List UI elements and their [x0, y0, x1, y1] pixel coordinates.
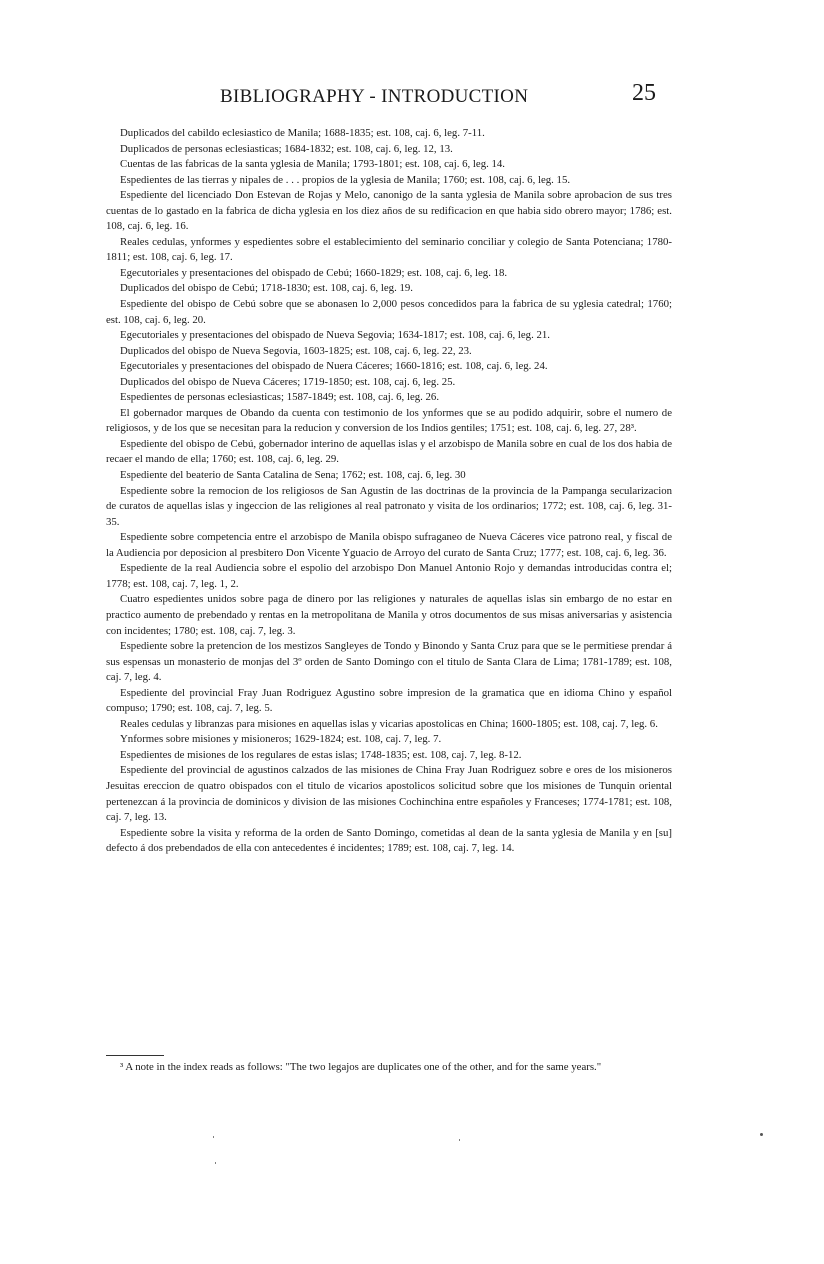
bibliography-entry: Espediente del provincial de agustinos calzados de las misiones de China Fray Juan Rodriguez sobre e ores de los misioneros Jesuitas ereccion de quatro obispados con el titulo de vicarios apostolicos solicitud sobre que los misiones de Tunquin oriental pertenezcan á la provincia de dominicos y division de las misiones Cochinchina entre españoles y Franceses; 1774-1781; est. 108, caj. 7, leg. 13.	[106, 764, 672, 824]
bibliography-entry: Duplicados del obispo de Nueva Cáceres; 1719-1850; est. 108, caj. 6, leg. 25.	[120, 375, 456, 388]
bibliography-entry: Duplicados del obispo de Nueva Segovia, 1603-1825; est. 108, caj. 6, leg. 22, 23.	[120, 344, 472, 357]
bibliography-entry: Duplicados del obispo de Cebú; 1718-1830; est. 108, caj. 6, leg. 19.	[120, 282, 413, 295]
running-head: BIBLIOGRAPHY - INTRODUCTION	[220, 86, 529, 107]
bibliography-entry: Egecutoriales y presentaciones del obispado de Nuera Cáceres; 1660-1816; est. 108, caj. 6, leg. 24.	[120, 360, 548, 373]
bibliography-entry: Reales cedulas, ynformes y espedientes sobre el establecimiento del seminario conciliar y colegio de Santa Potenciana; 1780-1811; est. 108, caj. 6, leg. 17.	[106, 235, 672, 264]
bibliography-entry: Espediente sobre la pretencion de los mestizos Sangleyes de Tondo y Binondo y Santa Cruz para que se le permitiese prendar á sus espensas un monasterio de monjas del 3º orden de Santo Domingo con el titulo de Santa Clara de Lima; 1781-1789; est. 108, caj. 7, leg. 4.	[106, 640, 672, 684]
bibliography-entry: Espediente sobre competencia entre el arzobispo de Manila obispo sufraganeo de Nueva Cáceres vice patrono real, y fiscal de la Audiencia por deposicion al presbitero Don Vicente Yguacio de Arroyo del curato de Santa Cruz; 1777; est. 108, caj. 6, leg. 36.	[106, 531, 672, 559]
bibliography-entry: Espediente del provincial Fray Juan Rodriguez Agustino sobre impresion de la gramatica que en idioma Chino y español compuso; 1790; est. 108, caj. 7, leg. 5.	[106, 686, 672, 715]
bibliography-entry: Espediente sobre la remocion de los religiosos de San Agustin de las doctrinas de la provincia de la Pampanga secularizacion de curatos de aquellas islas y ingeccion de las religiones al real patronato y visita de los ordinarios; 1772; est. 108, caj. 6, leg. 31-35.	[106, 484, 672, 528]
bibliography-entry: Espediente sobre la visita y reforma de la orden de Santo Domingo, cometidas al dean de la santa yglesia de Manila y en [su] defecto á dos prebendados de ella con antecedentes é incidentes; 1789; est. 108, caj. 7, leg. 14.	[106, 826, 672, 855]
scan-speck	[213, 1136, 214, 1138]
bibliography-entry: Ynformes sobre misiones y misioneros; 1629-1824; est. 108, caj. 7, leg. 7.	[120, 733, 442, 746]
bibliography-entry: Espediente de la real Audiencia sobre el espolio del arzobispo Don Manuel Antonio Rojo y demandas introducidas contra el; 1778; est. 108, caj. 7, leg. 1, 2.	[106, 562, 672, 590]
bibliography-entry: Espedientes de las tierras y nipales de . . . propios de la yglesia de Manila; 1760; est. 108, caj. 6, leg. 15.	[120, 173, 571, 186]
bibliography-entry: Duplicados del cabildo eclesiastico de Manila; 1688-1835; est. 108, caj. 6, leg. 7-11.	[120, 127, 485, 139]
bibliography-entry: Egecutoriales y presentaciones del obispado de Nueva Segovia; 1634-1817; est. 108, caj. 6, leg. 21.	[120, 329, 550, 342]
bibliography-entry: Espediente del beaterio de Santa Catalina de Sena; 1762; est. 108, caj. 6, leg. 30	[120, 469, 466, 482]
bibliography-entry: Espediente del obispo de Cebú, gobernador interino de aquellas islas y el arzobispo de Manila sobre en cual de los dos habia de recaer el mando de ella; 1760; est. 108, caj. 6, leg. 29.	[106, 437, 672, 466]
footnote: ³ A note in the index reads as follows: "The two legajos are duplicates one of the other, and for the same years."	[120, 1061, 602, 1073]
bibliography-entry: El gobernador marques de Obando da cuenta con testimonio de los ynformes que se au podido adquirir, sobre el numero de religiosos, y de los que se necesitan para la reducion y conversion de los Indios gentiles; 1751; est. 108, caj. 6, leg. 27, 28³.	[106, 406, 672, 435]
bibliography-entry: Cuentas de las fabricas de la santa yglesia de Manila; 1793-1801; est. 108, caj. 6, leg. 14.	[120, 158, 505, 171]
bibliography-entry: Espedientes de personas eclesiasticas; 1587-1849; est. 108, caj. 6, leg. 26.	[120, 391, 440, 404]
bibliography-entry: Espediente del obispo de Cebú sobre que se abonasen lo 2,000 pesos concedidos para la fabrica de su yglesia catedral; 1760; est. 108, caj. 6, leg. 20.	[106, 298, 672, 326]
page-number: 25	[632, 80, 656, 106]
footnote-divider	[106, 1055, 164, 1056]
bibliography-entry: Espediente del licenciado Don Estevan de Rojas y Melo, canonigo de la santa yglesia de Manila sobre aprobacion de sus tres cuentas de lo gastado en la fabrica de dicha yglesia en los diez años de su redificacion en que habia sido obrero mayor; 1786; est. 108, caj. 6, leg. 16.	[106, 189, 672, 233]
scan-speck	[760, 1133, 763, 1136]
bibliography-entry: Cuatro espedientes unidos sobre paga de dinero por las religiones y naturales de aquellas islas sin embargo de no estar en practico aumento de prebendado y rentas en la metropolitana de Manila y otros documentos de sus misas aniversarias y asistencia con incidentes; 1780; est. 108, caj. 7, leg. 3.	[106, 593, 672, 637]
bibliography-entry: Espedientes de misiones de los regulares de estas islas; 1748-1835; est. 108, caj. 7, leg. 8-12.	[120, 748, 522, 761]
scan-speck	[215, 1162, 216, 1164]
scan-speck	[459, 1139, 460, 1141]
bibliography-entry: Duplicados de personas eclesiasticas; 1684-1832; est. 108, caj. 6, leg. 12, 13.	[120, 142, 453, 155]
bibliography-entries	[106, 126, 672, 857]
bibliography-entry: Egecutoriales y presentaciones del obispado de Cebú; 1660-1829; est. 108, caj. 6, leg. 18.	[120, 266, 508, 279]
bibliography-entry: Reales cedulas y libranzas para misiones en aquellas islas y vicarias apostolicas en China; 1600-1805; est. 108, caj. 7, leg. 6.	[120, 717, 658, 730]
